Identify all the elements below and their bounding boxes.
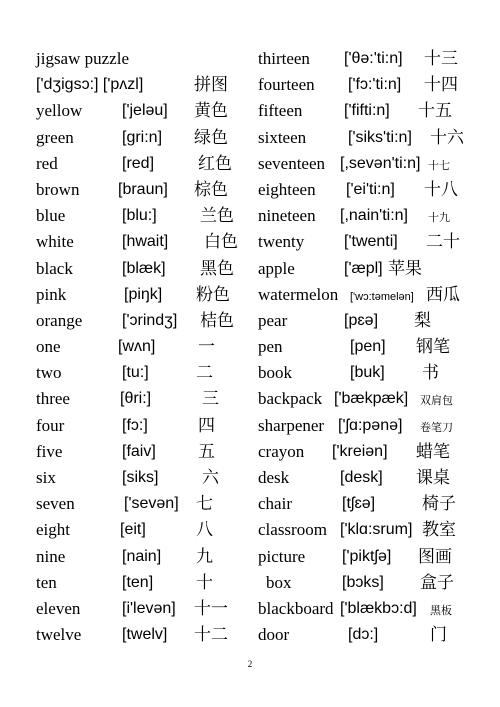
phonetic: ['siks'ti:n] [348,128,412,146]
vocab-row [258,282,472,308]
vocab-row [258,622,472,648]
chinese-word: 兰色 [200,206,234,227]
phonetic: [desk] [340,469,383,486]
chinese-word: 白色 [204,232,238,253]
english-word: sixteen [258,127,307,147]
phonetic: [bɔks] [342,573,384,591]
vocab-row [258,229,472,255]
vocab-row [36,413,248,439]
english-word: watermelon [258,284,339,304]
phonetic: [i'levən] [122,599,176,617]
chinese-word: 五 [198,441,215,462]
phonetic: ['ʃɑ:pənə] [338,416,403,434]
english-word: five [36,441,63,461]
vocab-row [36,570,248,596]
vocab-row [258,439,472,465]
vocab-row [258,491,472,517]
english-word: nine [36,546,66,566]
vocab-row [36,517,248,543]
page-number: 2 [247,659,253,669]
english-word: black [36,258,73,278]
chinese-word: 四 [198,415,215,436]
english-word: three [36,389,70,409]
phonetic: [siks] [122,469,159,486]
vocab-row [36,46,248,72]
chinese-word: 双肩包 [420,394,453,408]
vocab-row [258,413,472,439]
chinese-word: 十二 [194,625,228,646]
chinese-word: 十六 [430,127,464,148]
vocab-row [258,125,472,151]
english-word: twelve [36,625,82,645]
chinese-word: 门 [430,625,447,646]
phonetic: ['wɔ:təmelən] [350,290,414,303]
phonetic: ['dʒiɡsɔ:] ['pʌzl] [36,76,144,94]
vocab-row [36,465,248,491]
chinese-word: 十三 [424,49,458,69]
english-word: pen [258,337,283,357]
english-word: blackboard [258,598,334,618]
vocab-row [258,72,472,98]
chinese-word: 盒子 [420,572,454,593]
vocab-row [258,360,472,386]
phonetic: [dɔ:] [348,626,379,644]
vocab-row [36,596,248,622]
vocab-row [36,151,248,177]
chinese-word: 十一 [194,598,228,619]
vocab-row [36,203,248,229]
phonetic: [tu:] [122,364,149,382]
english-word: book [258,363,292,383]
chinese-word: 二十 [426,232,460,253]
chinese-word: 九 [196,546,213,567]
phonetic: ['jeləu] [122,102,168,120]
chinese-word: 十五 [418,101,452,122]
phonetic: [twelv] [122,626,168,644]
chinese-word: 八 [196,520,213,541]
chinese-word: 书 [422,363,439,384]
vocab-row [258,517,472,543]
left-column [36,46,248,648]
chinese-word: 三 [202,389,219,410]
english-word: crayon [258,441,305,461]
chinese-word: 棕色 [194,179,228,200]
phonetic: [,sevən'ti:n] [340,154,421,172]
english-word: ten [36,572,57,592]
vocab-row [36,256,248,282]
phonetic: [hwait] [122,233,169,251]
chinese-word: 十四 [424,75,458,96]
english-word: two [36,363,62,383]
english-word: fifteen [258,101,303,121]
english-word: picture [258,546,306,566]
vocab-row [36,98,248,124]
phonetic: ['æpl] [344,259,383,277]
chinese-word: 课桌 [416,468,450,488]
english-word: seven [36,494,75,514]
phonetic: [,nain'ti:n] [340,207,408,225]
english-word: one [36,337,61,357]
vocab-row [258,308,472,334]
english-word: seventeen [258,153,326,173]
chinese-word: 黑板 [430,603,452,617]
vocab-row [258,386,472,412]
phonetic: [pɛə] [344,311,379,329]
vocab-row [36,491,248,517]
vocab-row [36,177,248,203]
chinese-word: 十七 [428,158,450,172]
english-word: chair [258,494,292,514]
chinese-word: 黄色 [194,101,228,122]
phonetic: ['sevən] [124,495,179,513]
vocab-row [36,229,248,255]
vocab-row [258,334,472,360]
english-word: twenty [258,232,305,252]
chinese-word: 卷笔刀 [420,420,453,434]
phonetic: [wʌn] [118,338,156,356]
phonetic: [ɡri:n] [122,128,163,146]
phonetic: [red] [122,154,155,172]
english-word: sharpener [258,415,325,435]
phonetic: ['ɔrindʒ] [122,311,178,329]
phonetic: ['kreiən] [332,442,388,460]
chinese-word: 黑色 [200,258,234,279]
chinese-word: 拼图 [194,75,228,96]
english-word: six [36,468,56,487]
english-word: backpack [258,389,323,409]
vocab-row [36,334,248,360]
chinese-word: 教室 [422,520,456,541]
english-word: yellow [36,101,83,121]
vocab-row [36,622,248,648]
chinese-word: 绿色 [194,127,228,148]
vocab-row [258,570,472,596]
vocab-row [258,256,472,282]
chinese-word: 钢笔 [416,337,450,358]
chinese-word: 图画 [418,546,452,567]
english-word: eleven [36,598,81,618]
phonetic: ['klɑ:srum] [340,521,413,539]
english-word: eighteen [258,179,316,199]
chinese-word: 梨 [414,310,431,331]
english-word: green [36,127,74,147]
phonetic: [eit] [120,521,146,539]
english-word: desk [258,468,290,487]
vocab-row [258,177,472,203]
phonetic: ['fɔ:'ti:n] [348,76,402,94]
chinese-word: 十八 [424,179,458,200]
phonetic: [buk] [350,364,385,382]
phonetic: ['bækpæk] [334,390,409,408]
vocab-row [36,308,248,334]
english-word: red [36,153,58,173]
phonetic: [blu:] [122,207,157,225]
phonetic: ['fifti:n] [344,102,390,120]
chinese-word: 二 [196,363,213,384]
chinese-word: 红色 [198,153,232,174]
phonetic: [pen] [350,338,386,356]
vocab-row [36,282,248,308]
english-word: box [266,572,292,592]
phonetic: [faiv] [122,442,156,460]
english-word: fourteen [258,75,315,95]
vocab-row [258,203,472,229]
right-column [258,46,472,648]
phonetic: [nain] [122,547,162,565]
phonetic: ['ei'ti:n] [346,180,395,198]
english-word: thirteen [258,49,310,68]
phonetic: [ten] [122,573,154,591]
vocab-row [36,125,248,151]
english-word: white [36,232,74,252]
english-word: nineteen [258,206,316,226]
phonetic: ['twenti] [344,233,398,251]
vocab-row [36,72,248,98]
chinese-word: 蜡笔 [416,441,450,462]
vocab-row [258,98,472,124]
phonetic: [piŋk] [124,285,163,303]
english-word: classroom [258,520,327,540]
chinese-word: 桔色 [200,310,234,331]
phonetic: [tʃɛə] [342,495,376,513]
phonetic: [fɔ:] [122,416,148,434]
phonetic: [braun] [118,180,168,198]
chinese-word: 十九 [428,211,450,225]
chinese-word: 粉色 [196,284,230,305]
english-word: eight [36,520,70,540]
chinese-word: 六 [202,468,219,488]
chinese-word: 一 [198,337,215,358]
english-word: pear [258,310,288,330]
phonetic: ['θə:'ti:n] [344,50,403,67]
vocab-row [36,386,248,412]
english-word: orange [36,310,83,330]
english-word: jigsaw puzzle [36,49,129,68]
english-word: pink [36,284,67,304]
vocab-row [258,46,472,72]
vocab-row [36,439,248,465]
english-word: four [36,415,65,435]
vocab-row [258,596,472,622]
chinese-word: 七 [196,494,213,515]
english-word: door [258,625,290,645]
english-word: apple [258,258,295,278]
phonetic: ['blækbɔ:d] [340,599,417,617]
chinese-word: 西瓜 [426,284,460,305]
english-word: brown [36,179,80,199]
vocab-row [258,544,472,570]
vocab-row [36,544,248,570]
phonetic: [θri:] [120,390,152,408]
phonetic: [blæk] [122,259,166,277]
vocab-row [36,360,248,386]
phonetic: ['piktʃə] [342,547,392,565]
vocab-row [258,465,472,491]
chinese-word: 椅子 [422,494,456,515]
chinese-word: 十 [196,572,213,593]
english-word: blue [36,206,66,226]
chinese-word: 苹果 [388,258,422,279]
vocab-row [258,151,472,177]
